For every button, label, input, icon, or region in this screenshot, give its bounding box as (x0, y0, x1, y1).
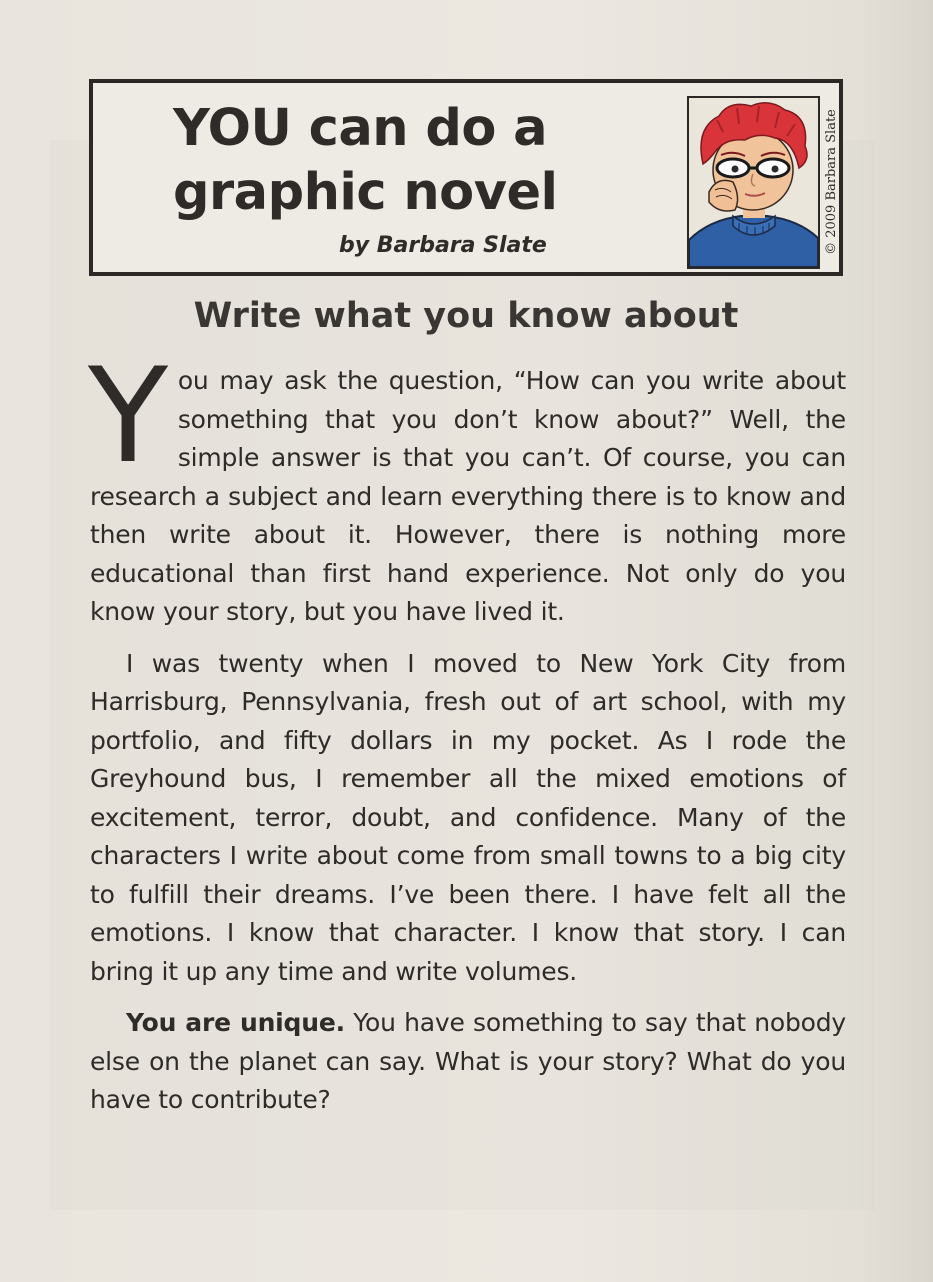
title-line-2: graphic novel (173, 163, 558, 222)
paragraph-3-text: You have something to say that nobody else on the planet can say. What is your story? What do you have to contribute? (90, 1008, 846, 1114)
paragraph-2-text: I was twenty when I moved to New York City from Harrisburg, Pennsylvania, fresh out of art school, with my portfolio, and fifty dollars in my pocket. As I rode the Greyhound bus, I remember all the mixed emotions of excitement, terror, doubt, and confidence. Many of the characters I write about come from small towns to a big city to fulfill their dreams. I’ve been there. I have felt all the emotions. I know that character. I know that story. I can bring it up any time and write volumes. (90, 648, 846, 986)
paragraph-1 (88, 339, 846, 632)
author-portrait-icon (687, 96, 820, 269)
copyright-text: © 2009 Barbara Slate (824, 109, 839, 255)
section-heading: Write what you know about (193, 296, 739, 336)
cartoon-portrait-icon (689, 98, 818, 267)
paragraph-2 (90, 645, 846, 992)
paragraph-1-text: ou may ask the question, “How can you write about something that you don’t know about?” Well, the simple answer is that you can’t. Of course, you can research a subject and learn everything there is to know and then write about it. However, there is nothing more educational than first hand experience. Not only do you know your story, but you have lived it. (90, 366, 846, 626)
drop-cap: Y (88, 339, 168, 492)
paragraph-3 (90, 1004, 846, 1120)
paragraph-3-lead: You are unique. (126, 1008, 345, 1037)
author-byline: by Barbara Slate (339, 233, 547, 258)
title-box (89, 79, 843, 276)
page-title (173, 97, 558, 225)
article-body (88, 339, 846, 1133)
copyright-notice (815, 93, 841, 271)
title-line-1: YOU can do a (173, 99, 548, 158)
